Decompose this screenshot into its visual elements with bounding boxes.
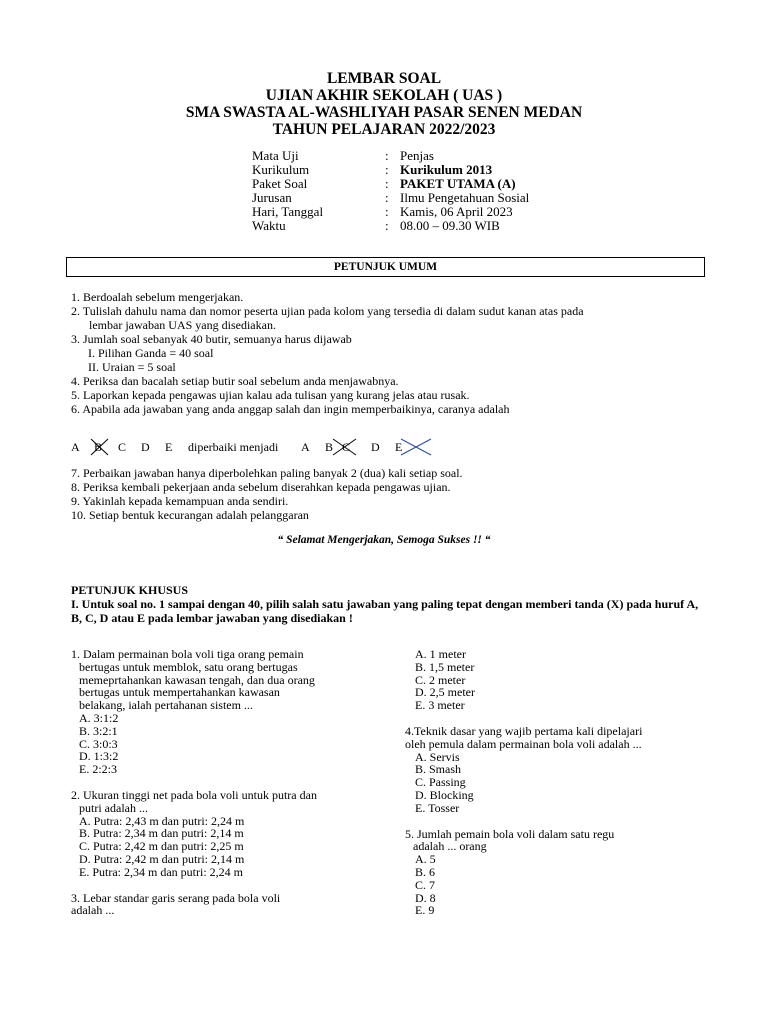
- answer-option: B. 6: [415, 864, 436, 879]
- info-colon: :: [385, 204, 389, 219]
- answer-option: B. Putra: 2,34 m dan putri: 2,14 m: [79, 826, 244, 841]
- answer-option: D. Putra: 2,42 m dan putri: 2,14 m: [79, 851, 245, 866]
- answer-option: E. Tosser: [415, 800, 460, 815]
- header-title: LEMBAR SOAL: [326, 70, 442, 87]
- question-spacer: [405, 815, 705, 828]
- header-exam-name: UJIAN AKHIR SEKOLAH ( UAS ): [265, 87, 503, 104]
- instruction-subitem: I. Pilihan Ganda = 40 soal: [88, 346, 214, 360]
- instruction-item: 6. Apabila ada jawaban yang anda anggap salah dan ingin memperbaikinya, caranya adalah: [71, 402, 510, 416]
- answer-option: A. 1 meter: [415, 647, 466, 661]
- instruction-item: 2. Tulislah dahulu nama dan nomor peserta ujian pada kolom yang tersedia di dalam sudut kanan atas pada: [71, 304, 584, 318]
- example-option: E: [165, 440, 173, 454]
- answer-option: D. 2,5 meter: [415, 685, 475, 700]
- info-value: Kurikulum 2013: [400, 162, 493, 177]
- general-instructions-list: [71, 290, 584, 416]
- question-text: adalah ...: [71, 903, 115, 918]
- question-text: 3. Lebar standar garis serang pada bola voli: [71, 890, 281, 905]
- document-header: [0, 70, 768, 138]
- instruction-item: 5. Laporkan kepada pengawas ujian kalau ada tulisan yang kurang jelas atau rusak.: [71, 388, 470, 402]
- general-instructions-list-continued: [71, 466, 463, 522]
- question-5: [405, 828, 705, 918]
- question-3: [71, 892, 371, 918]
- example-option: C: [118, 440, 127, 454]
- question-text: oleh pemula dalam permainan bola voli adalah ...: [405, 736, 642, 751]
- answer-option: A. 5: [415, 852, 436, 867]
- example-option: A: [71, 440, 80, 454]
- answer-option: E. Putra: 2,34 m dan putri: 2,24 m: [79, 864, 243, 879]
- info-row-package: [252, 177, 529, 191]
- answer-option: E. 9: [415, 903, 435, 918]
- example-option: D: [371, 440, 380, 454]
- instruction-item: 9. Yakinlah kepada kemampuan anda sendiri.: [71, 494, 289, 508]
- question-3-options: [405, 648, 705, 712]
- question-text: bertugas untuk memblok, satu orang bertugas: [79, 659, 298, 674]
- instruction-item: 4. Periksa dan bacalah setiap butir soal sebelum anda menjawabnya.: [71, 374, 399, 388]
- answer-option: D. 8: [415, 890, 436, 905]
- info-colon: :: [385, 190, 389, 205]
- info-row-time: [252, 219, 529, 233]
- question-2: [71, 789, 371, 879]
- info-row-date: [252, 205, 529, 219]
- header-school-name: SMA SWASTA AL-WASHLIYAH PASAR SENEN MEDAN: [185, 104, 583, 121]
- info-row-major: [252, 191, 529, 205]
- answer-option: A. 3:1:2: [79, 710, 119, 725]
- answer-option: D. Blocking: [415, 787, 474, 802]
- answer-option: A. Servis: [415, 749, 460, 764]
- answer-option: D. 1:3:2: [79, 749, 119, 764]
- example-option: A: [301, 440, 310, 454]
- question-4: [405, 725, 705, 815]
- question-text: 2. Ukuran tinggi net pada bola voli untuk putra dan: [71, 787, 317, 802]
- question-text: putri adalah ...: [79, 800, 148, 815]
- answer-option: C. 3:0:3: [79, 736, 118, 751]
- instruction-item: 8. Periksa kembali pekerjaan anda sebelum diserahkan kepada pengawas ujian.: [71, 480, 451, 494]
- info-label: Waktu: [252, 218, 286, 233]
- specific-instructions-heading: PETUNJUK KHUSUS: [71, 583, 189, 597]
- general-instructions-heading: PETUNJUK UMUM: [66, 257, 705, 277]
- info-row-subject: [252, 149, 529, 163]
- instruction-item: 7. Perbaikan jawaban hanya diperbolehkan paling banyak 2 (dua) kali setiap soal.: [71, 466, 463, 480]
- instruction-item: 3. Jumlah soal sebanyak 40 butir, semuanya harus dijawab: [71, 332, 352, 346]
- info-value: 08.00 – 09.30 WIB: [400, 218, 500, 233]
- question-text: 1. Dalam permainan bola voli tiga orang pemain: [71, 647, 304, 661]
- info-label: Paket Soal: [252, 176, 308, 191]
- example-option-crossed: B: [325, 440, 334, 454]
- example-option-crossed: B: [94, 440, 103, 454]
- question-text: 5. Jumlah pemain bola voli dalam satu regu: [405, 826, 615, 841]
- info-colon: :: [385, 148, 389, 163]
- example-option: D: [141, 440, 150, 454]
- instruction-item-continued: lembar jawaban UAS yang disediakan.: [89, 318, 276, 332]
- example-option-crossed: C: [342, 440, 351, 454]
- question-text: adalah ... orang: [413, 839, 487, 854]
- header-academic-year: TAHUN PELAJARAN 2022/2023: [272, 121, 496, 138]
- info-value: Penjas: [400, 148, 434, 163]
- question-1: [71, 648, 371, 776]
- cross-marks-icon: [71, 440, 431, 460]
- info-value: PAKET UTAMA (A): [400, 176, 516, 191]
- greeting-text: “ Selamat Mengerjakan, Semoga Sukses !! “: [277, 534, 491, 546]
- questions-right-column: [405, 648, 705, 917]
- answer-option: C. 2 meter: [415, 672, 466, 687]
- exam-info-table: [252, 149, 529, 233]
- info-colon: :: [385, 218, 389, 233]
- answer-option: C. 7: [415, 877, 436, 892]
- questions-left-column: [71, 648, 371, 917]
- example-option-crossed: E: [395, 440, 403, 454]
- answer-option: C. Passing: [415, 775, 466, 790]
- info-colon: :: [385, 176, 389, 191]
- answer-option: B. Smash: [415, 762, 462, 777]
- question-text: belakang, ialah pertahanan sistem ...: [79, 698, 253, 713]
- info-label: Kurikulum: [252, 162, 310, 177]
- example-middle-text: diperbaiki menjadi: [188, 440, 279, 454]
- answer-option: E. 3 meter: [415, 698, 465, 713]
- answer-option: B. 1,5 meter: [415, 659, 475, 674]
- info-value: Kamis, 06 April 2023: [400, 204, 513, 219]
- info-label: Mata Uji: [252, 148, 299, 163]
- question-text: memeprtahankan kawasan tengah, dan dua orang: [79, 672, 315, 687]
- info-colon: :: [385, 162, 389, 177]
- instruction-item: 1. Berdoalah sebelum mengerjakan.: [71, 290, 244, 304]
- question-spacer: [71, 879, 371, 892]
- instruction-subitem: II. Uraian = 5 soal: [88, 360, 176, 374]
- answer-option: E. 2:2:3: [79, 762, 117, 777]
- answer-option: A. Putra: 2,43 m dan putri: 2,24 m: [79, 813, 245, 828]
- instruction-item: 10. Setiap bentuk kecurangan adalah pelanggaran: [71, 508, 309, 522]
- info-row-curriculum: [252, 163, 529, 177]
- info-label: Hari, Tanggal: [252, 204, 324, 219]
- question-text: bertugas untuk mempertahankan kawasan: [79, 685, 280, 700]
- question-text: 4.Teknik dasar yang wajib pertama kali dipelajari: [405, 723, 643, 738]
- info-value: Ilmu Pengetahuan Sosial: [400, 190, 530, 205]
- info-label: Jurusan: [252, 190, 292, 205]
- specific-instructions-text: I. Untuk soal no. 1 sampai dengan 40, pilih salah satu jawaban yang paling tepat dengan memberi tanda (X) pada huruf A, B, C, D atau E pada lembar jawaban yang disediakan !: [71, 597, 699, 625]
- answer-option: C. Putra: 2,42 m dan putri: 2,25 m: [79, 839, 244, 854]
- answer-option: B. 3:2:1: [79, 723, 118, 738]
